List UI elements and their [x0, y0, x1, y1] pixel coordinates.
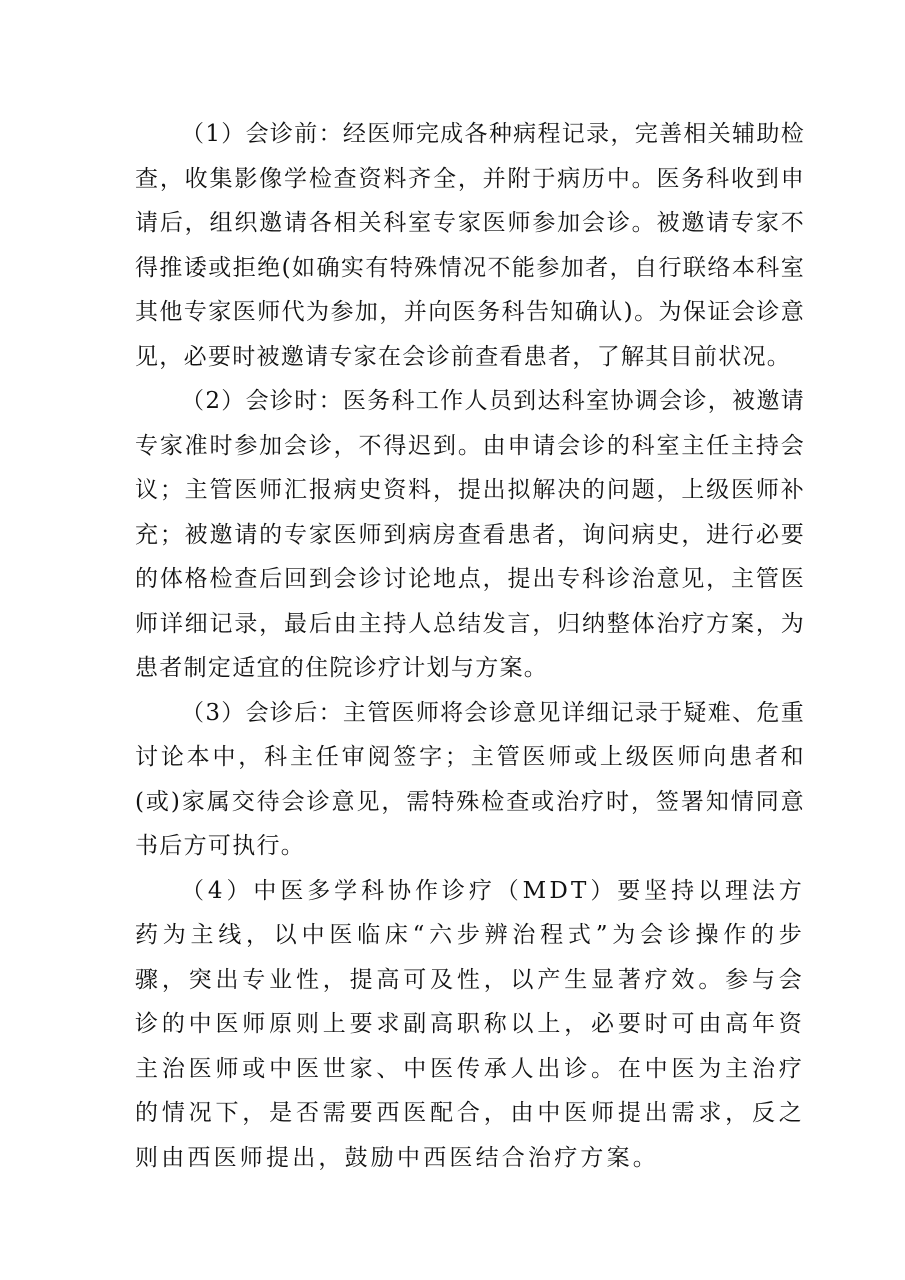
- paragraph-consultation-before: （1）会诊前：经医师完成各种病程记录，完善相关辅助检查，收集影像学检查资料齐全，并附于病历中。医务科收到申请后，组织邀请各相关科室专家医师参加会诊。被邀请专家不得推诿或拒绝(如确实有特殊情况不能参加者，自行联络本科室其他专家医师代为参加，并向医务科告知确认)。为保证会诊意见，必要时被邀请专家在会诊前查看患者，了解其目前状况。: [135, 121, 805, 370]
- paragraph-consultation-after: （3）会诊后：主管医师将会诊意见详细记录于疑难、危重讨论本中，科主任审阅签字；主管医师或上级医师向患者和(或)家属交待会诊意见，需特殊检查或治疗时，签署知情同意书后方可执行。: [135, 699, 805, 859]
- paragraph-tcm-mdt: （4）中医多学科协作诊疗（MDT）要坚持以理法方药为主线，以中医临床“六步辨治程式”为会诊操作的步骤，突出专业性，提高可及性，以产生显著疗效。参与会诊的中医师原则上要求副高职称以上，必要时可由高年资主治医师或中医世家、中医传承人出诊。在中医为主治疗的情况下，是否需要西医配合，由中医师提出需求，反之则由西医师提出，鼓励中西医结合治疗方案。: [135, 877, 805, 1171]
- paragraph-consultation-during: （2）会诊时：医务科工作人员到达科室协调会诊，被邀请专家准时参加会诊，不得迟到。由申请会诊的科室主任主持会议；主管医师汇报病史资料，提出拟解决的问题，上级医师补充；被邀请的专家医师到病房查看患者，询问病史，进行必要的体格检查后回到会诊讨论地点，提出专科诊治意见，主管医师详细记录，最后由主持人总结发言，归纳整体治疗方案，为患者制定适宜的住院诊疗计划与方案。: [135, 388, 805, 681]
- document-body: [135, 112, 805, 1180]
